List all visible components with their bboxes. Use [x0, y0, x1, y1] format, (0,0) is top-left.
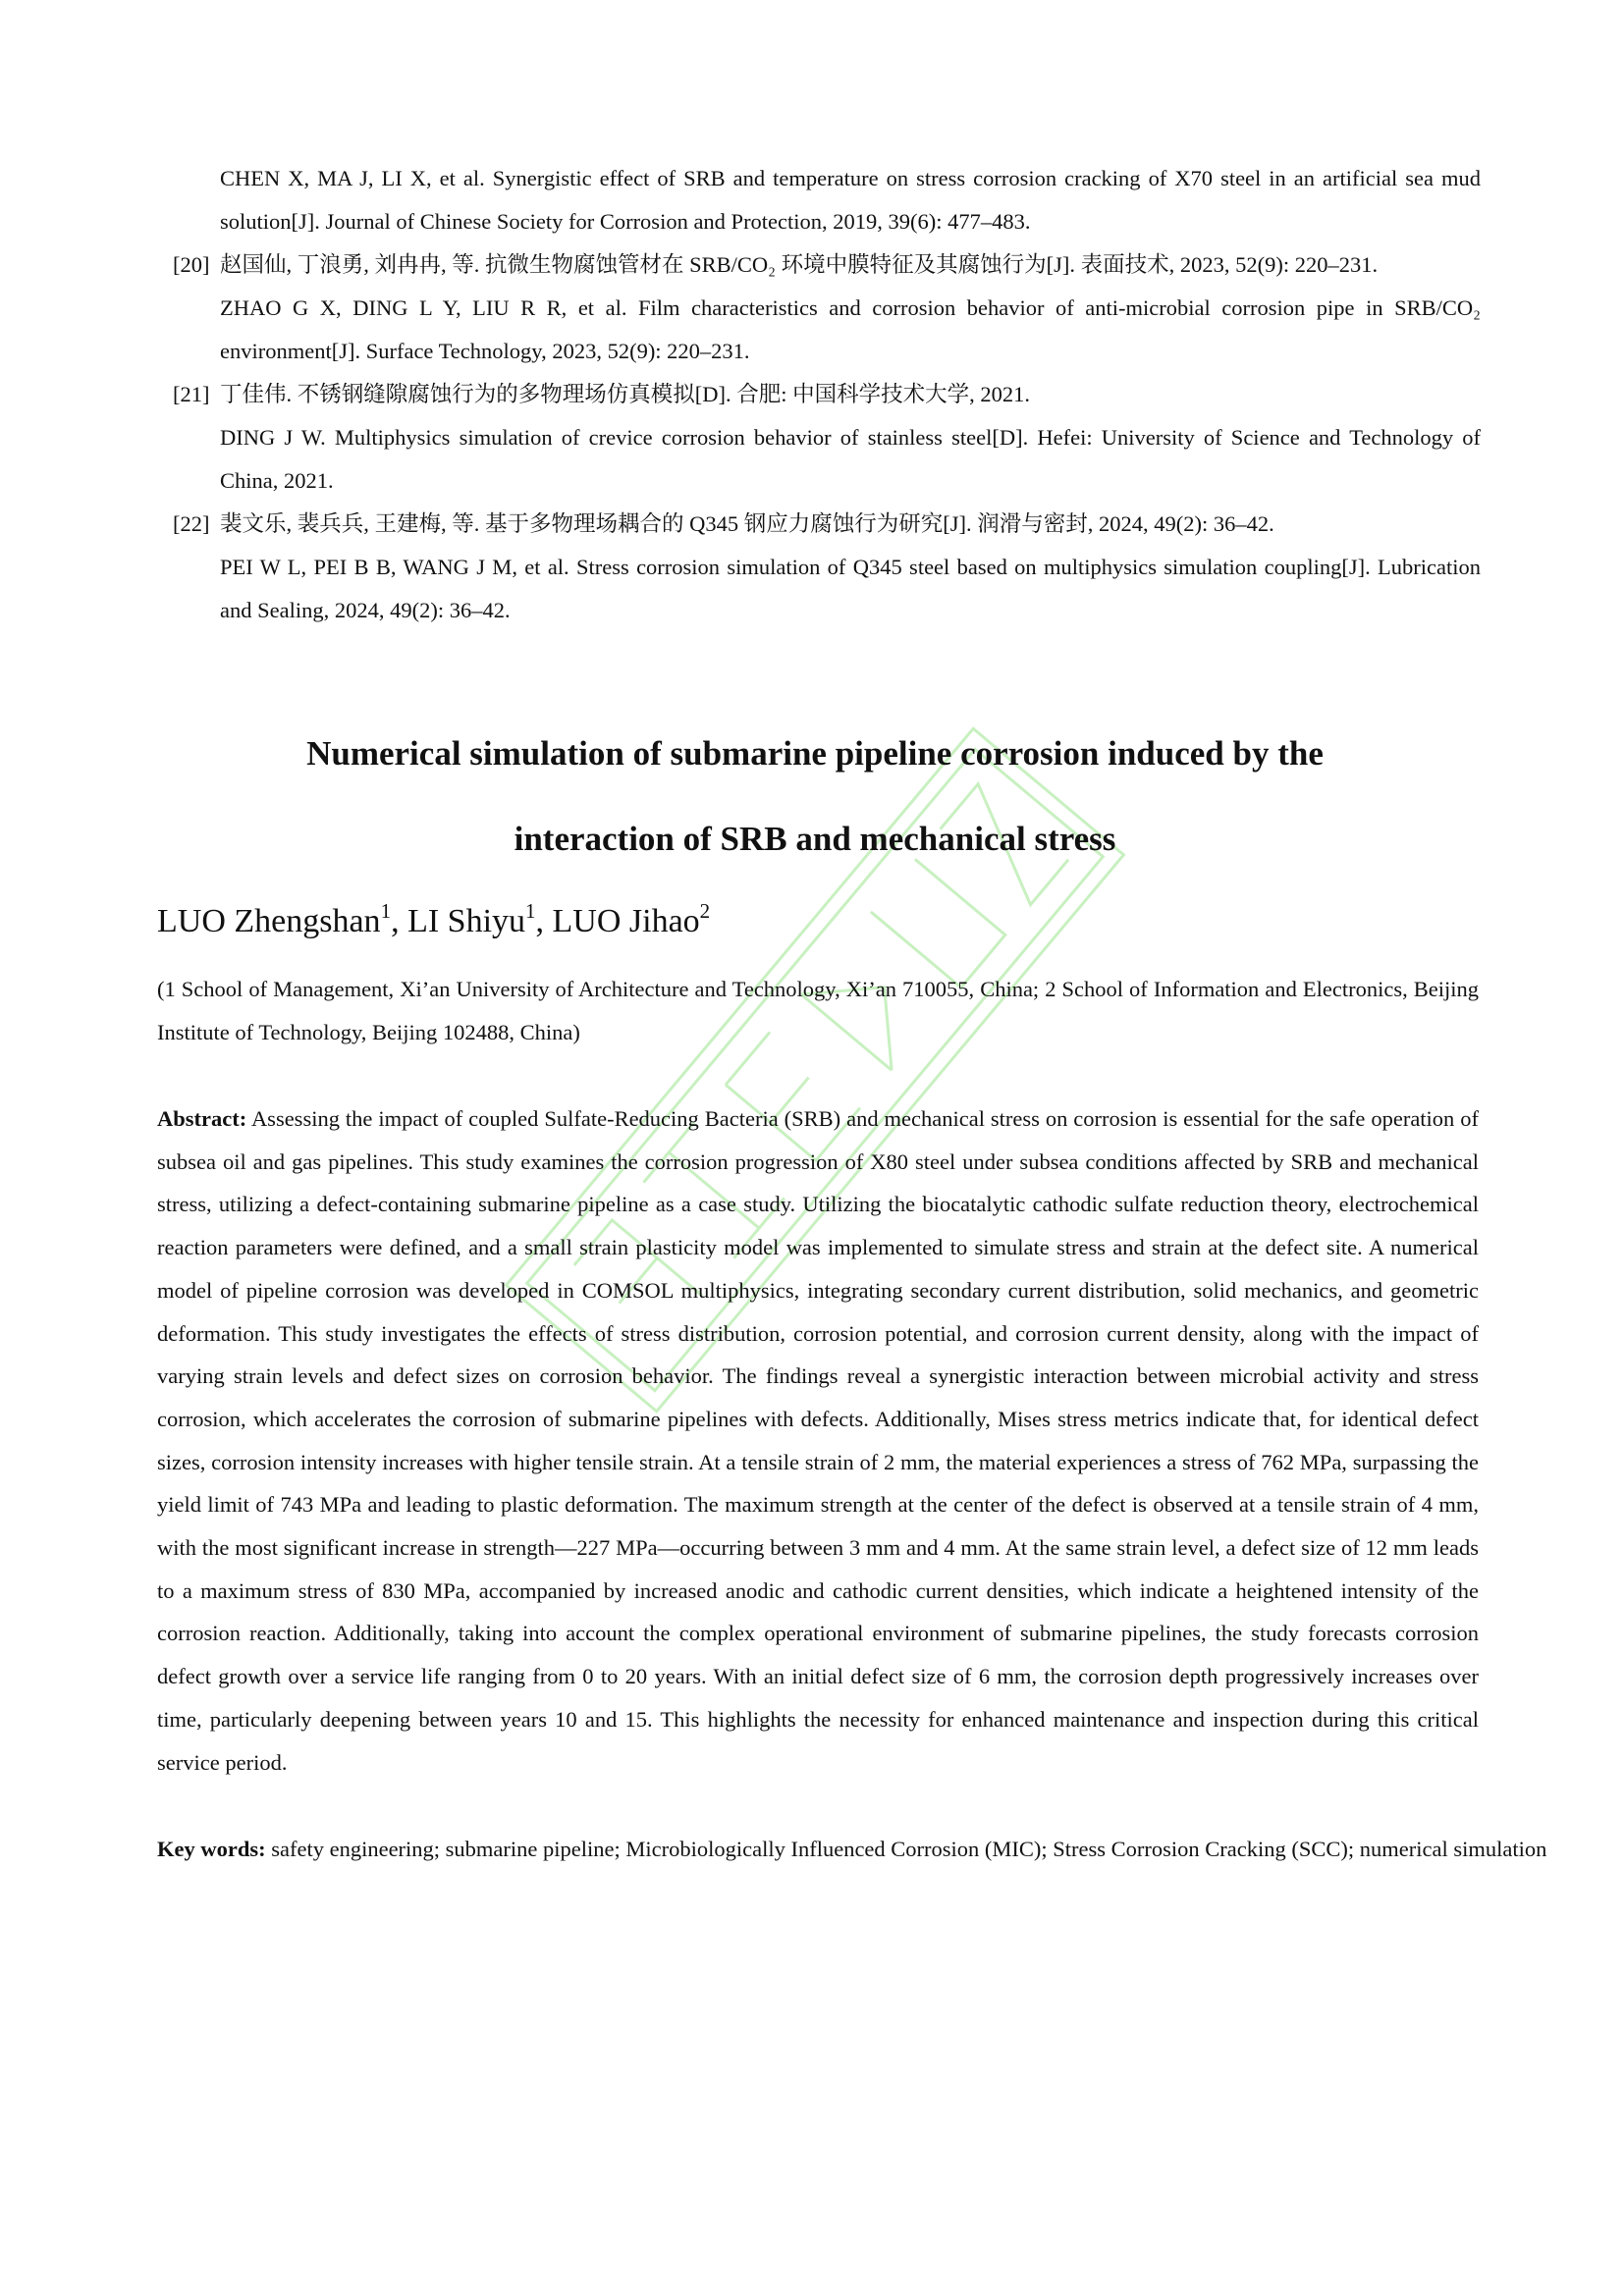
reference-english: PEI W L, PEI B B, WANG J M, et al. Stress corrosion simulation of Q345 steel based on multiphysics simulation coupling[J]. Lubrication and Sealing, 2024, 49(2): 36–42. [220, 555, 1481, 622]
reference-number: [20] [173, 252, 210, 277]
reference-chinese: 赵国仙, 丁浪勇, 刘冉冉, 等. 抗微生物腐蚀管材在 SRB/CO₂ 环境中膜特征及其腐蚀行为[J]. 表面技术, 2023, 52(9): 220–231. [220, 252, 1379, 277]
reference-item [165, 243, 1481, 373]
reference-english: CHEN X, MA J, LI X, et al. Synergistic effect of SRB and temperature on stress corrosion cracking of X70 steel in an artificial sea mud solution[J]. Journal of Chinese Society for Corrosion and Protection, 2019, 39(6): 477–483. [220, 166, 1481, 234]
reference-list [165, 157, 1481, 632]
reference-chinese: 丁佳伟. 不锈钢缝隙腐蚀行为的多物理场仿真模拟[D]. 合肥: 中国科学技术大学, 2021. [220, 382, 1030, 406]
paper-title-line-2: interaction of SRB and mechanical stress [514, 820, 1116, 858]
reference-english: DING J W. Multiphysics simulation of crevice corrosion behavior of stainless steel[D]. Hefei: University of Science and Technology of China, 2021. [220, 425, 1481, 493]
abstract [157, 1097, 1479, 1784]
reference-number: [21] [173, 382, 210, 406]
reference-item [165, 373, 1481, 503]
author-name: LUO Jihao [552, 903, 700, 939]
reference-english: ZHAO G X, DING L Y, LIU R R, et al. Film characteristics and corrosion behavior of anti-microbial corrosion pipe in SRB/CO₂ environment[J]. Surface Technology, 2023, 52(9): 220–231. [220, 295, 1481, 363]
author-affiliation-mark: 1 [380, 899, 392, 923]
keywords [157, 1828, 1600, 1871]
author-name: LUO Zhengshan [157, 903, 381, 939]
reference-chinese: 裴文乐, 裴兵兵, 王建梅, 等. 基于多物理场耦合的 Q345 钢应力腐蚀行为研究[J]. 润滑与密封, 2024, 49(2): 36–42. [220, 511, 1274, 536]
reference-item [165, 503, 1481, 632]
abstract-label: Abstract: [157, 1106, 247, 1131]
reference-item [165, 157, 1481, 243]
affiliations: (1 School of Management, Xi’an University of Architecture and Technology, Xi’an 710055, China; 2 School of Information and Electronics, Beijing Institute of Technology, Beijing 102488, China) [157, 977, 1479, 1044]
keywords-label: Key words: [157, 1837, 266, 1861]
paper-title-line-1: Numerical simulation of submarine pipeline corrosion induced by the [306, 734, 1324, 773]
keywords-text: safety engineering; submarine pipeline; Microbiologically Influenced Corrosion (MIC); Stress Corrosion Cracking (SCC); numerical simulation [271, 1837, 1547, 1861]
author-affiliation-mark: 2 [699, 899, 711, 923]
author-name: LI Shiyu [407, 903, 526, 939]
reference-number: [22] [173, 511, 210, 536]
abstract-text: Assessing the impact of coupled Sulfate-Reducing Bacteria (SRB) and mechanical stress on corrosion is essential for the safe operation of subsea oil and gas pipelines. This study examines the corrosion progression of X80 steel under subsea conditions affected by SRB and mechanical stress, utilizing a defect-containing submarine pipeline as a case study. Utilizing the biocatalytic cathodic sulfate reduction theory, electrochemical reaction parameters were defined, and a small strain plasticity model was implemented to simulate stress and strain at the defect site. A numerical model of pipeline corrosion was developed in COMSOL multiphysics, integrating secondary current distribution, solid mechanics, and geometric deformation. This study investigates the effects of stress distribution, corrosion potential, and corrosion current density, along with the impact of varying strain levels and defect sizes on corrosion behavior. The findings reveal a synergistic interaction between microbial activity and stress corrosion, which accelerates the corrosion of submarine pipelines with defects. Additionally, Mises stress metrics indicate that, for identical defect sizes, corrosion intensity increases with higher tensile strain. At a tensile strain of 2 mm, the material experiences a stress of 762 MPa, surpassing the yield limit of 743 MPa and leading to plastic deformation. The maximum strength at the center of the defect is observed at a tensile strain of 4 mm, with the most significant increase in strength—227 MPa—occurring between 3 mm and 4 mm. At the same strain level, a defect size of 12 mm leads to a maximum stress of 830 MPa, accompanied by increased anodic and cathodic current densities, which indicate a heightened intensity of the corrosion reaction. Additionally, taking into account the complex operational environment of submarine pipelines, the study forecasts corrosion defect growth over a service life ranging from 0 to 20 years. With an initial defect size of 6 mm, the corrosion depth progressively increases over time, particularly deepening between years 10 and 15. This highlights the necessity for enhanced maintenance and inspection during this critical service period. [157, 1106, 1479, 1775]
author-affiliation-mark: 1 [525, 899, 536, 923]
author-list: LUO Zhengshan$^1$, LI Shiyu$^1$, LUO Jihao$^2$ [157, 899, 711, 939]
